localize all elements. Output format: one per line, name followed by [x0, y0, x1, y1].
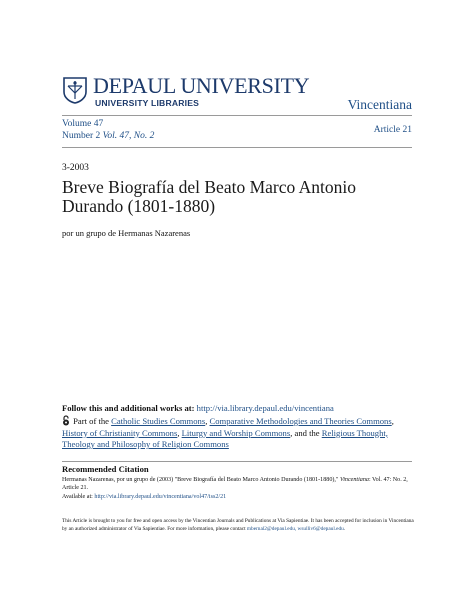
university-name: DEPAUL UNIVERSITY — [93, 73, 310, 98]
article-number[interactable]: Article 21 — [373, 125, 412, 135]
available-url-link[interactable]: http://via.library.depaul.edu/vincentiana/vol47/iss2/21 — [94, 493, 227, 500]
citation-volume: : Vol. 47: — [368, 477, 392, 483]
part-of-disciplines — [62, 415, 414, 451]
libraries-label: UNIVERSITY LIBRARIES — [95, 98, 200, 108]
divider — [62, 461, 412, 462]
separator: , — [205, 416, 208, 426]
comparative-methodologies-link[interactable]: Comparative Methodologies and Theories Commons — [209, 416, 392, 426]
notice-text: This Article is brought to you for free and open access by the Vincentian Journals and Publications at Via Sapientiae. It has been accepted for inclusion in Vincentiana by an authorized administrator of Via Sapientiae. For more information, please contact — [62, 518, 414, 532]
number-italic: Vol. 47, No. 2 — [102, 130, 155, 141]
part-of-prefix: Part of the — [73, 416, 109, 426]
catholic-studies-link[interactable]: Catholic Studies Commons — [111, 416, 206, 426]
contact-email-link[interactable]: mbernal2@depaul.edu, wsulliv6@depaul.edu — [246, 525, 344, 532]
separator: , — [177, 427, 180, 438]
access-notice — [62, 518, 417, 533]
notice-end: . — [343, 525, 346, 532]
number-prefix: Number 2 — [62, 130, 101, 141]
separator: , — [290, 427, 293, 438]
and-the-label: and the — [294, 427, 320, 438]
divider — [62, 147, 412, 148]
follow-label: Follow this and additional works at: — [62, 403, 195, 413]
available-label: Available at: — [62, 493, 93, 500]
religious-thought-link[interactable]: Religious Thought, Theology and Philosophy of Religion Commons — [62, 427, 388, 450]
separator: , — [391, 416, 394, 426]
issue-info — [62, 119, 154, 142]
journal-name[interactable]: Vincentiana — [347, 97, 412, 112]
recommended-citation-heading: Recommended Citation — [62, 464, 149, 474]
citation-journal: Vincentiana — [339, 477, 369, 483]
number-link[interactable] — [62, 131, 154, 143]
depaul-seal-icon — [62, 76, 88, 104]
article-title: Breve Biografía del Beato Marco Antonio Durando (1801-1880) — [62, 177, 357, 216]
liturgy-worship-link[interactable]: Liturgy and Worship Commons — [181, 427, 291, 438]
divider — [62, 115, 412, 116]
citation-text: Hermanas Nazarenas, por un grupo de (2003) "Breve Biografía del Beato Marco Antonio Durando (1801-1880)," — [62, 477, 339, 483]
open-access-lock-icon — [62, 415, 70, 426]
author-line: por un grupo de Hermanas Nazarenas — [62, 228, 191, 238]
publication-date: 3-2003 — [62, 163, 89, 173]
citation-number: No. 2, Article 21. — [62, 477, 408, 492]
follow-url-link[interactable]: http://via.library.depaul.edu/vincentiana — [196, 403, 334, 413]
history-christianity-link[interactable]: History of Christianity Commons — [62, 427, 178, 438]
volume-link[interactable]: Volume 47 — [62, 119, 104, 129]
depaul-logo[interactable] — [62, 73, 310, 109]
recommended-citation — [62, 476, 417, 501]
follow-line — [62, 403, 334, 413]
